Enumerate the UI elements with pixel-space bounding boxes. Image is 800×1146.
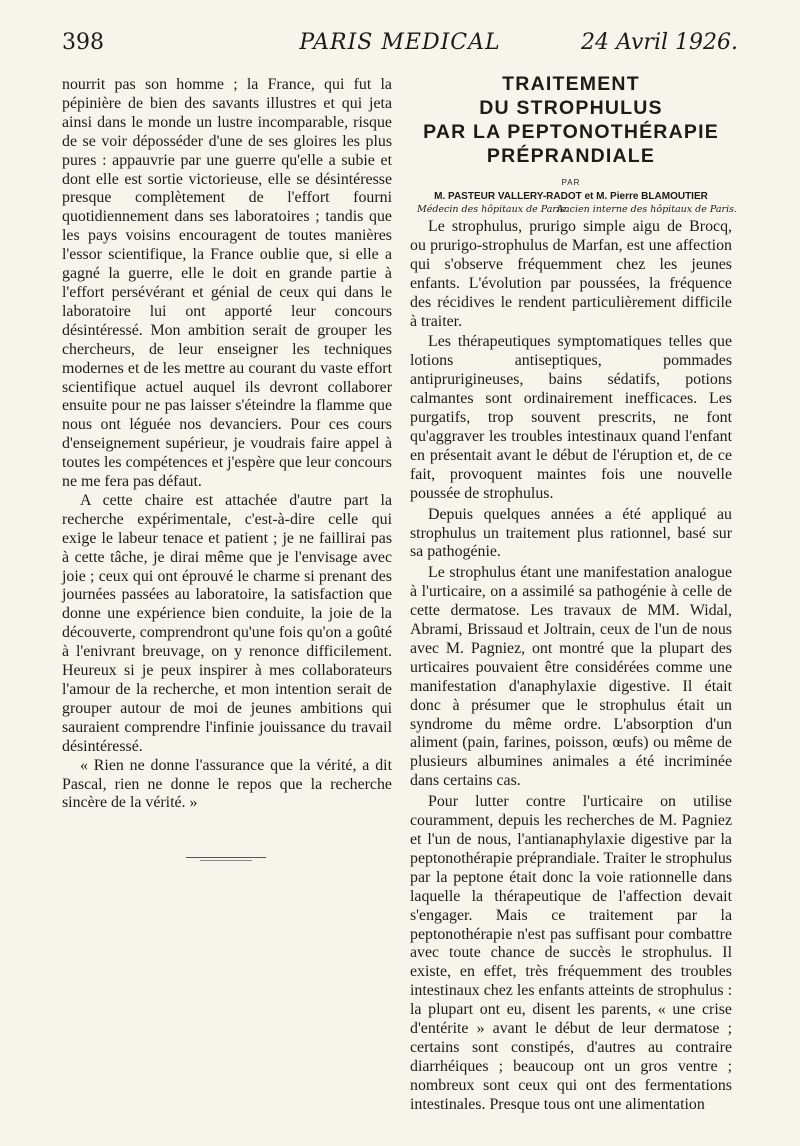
paragraph: Depuis quelques années a été appliqué au strophulus un traitement plus rationnel, basé sur sa pathogénie. bbox=[410, 505, 732, 561]
paragraph: Les thérapeutiques symptomatiques telles que lotions antiseptiques, pommades antiprurigineuses, bains sédatifs, potions calmantes sont ordinairement inefficaces. Les purgatifs, trop souvent prescrits, ne font qu'aggraver les troubles intestinaux quand l'enfant en présentait avant le début de l'éruption et, de ce fait, provoquent maintes fois une nouvelle poussée de strophulus. bbox=[410, 333, 732, 502]
paragraph: Le strophulus, prurigo simple aigu de Brocq, ou prurigo-strophulus de Marfan, est une affection qui s'observe fréquemment chez les jeunes enfants. L'évolution par poussées, la fréquence des récidives le rendent particulièrement difficile à traiter. bbox=[410, 218, 732, 330]
affiliation-second: Ancien interne des hôpitaux de Paris. bbox=[556, 204, 737, 215]
page-number: 398 bbox=[62, 30, 104, 55]
running-header bbox=[62, 30, 738, 70]
article-title-line: PAR LA PEPTONOTHÉRAPIE bbox=[423, 121, 719, 143]
paragraph: nourrit pas son homme ; la France, qui fut la pépinière de bien des savants illustres et qui jeta ainsi dans le monde un lustre incomparable, risque de se voir déposséder d'une de ses gloires les plus pures : appauvrie par une guerre qu'elle a subie et dont elle est sortie victorieuse, elle se désintéresse presque complètement de l'effort fourni quotidiennement dans ses laboratoires ; tandis que les pays voisins encouragent de toutes manières l'essor scientifique, la France oublie que, si elle a gagné la guerre, elle le doit en grande partie à l'effort persévérant et génial de ceux qui dans le laboratoire lui ont apporté leur concours désintéressé. Mon ambition serait de grouper les chercheurs, de leur enseigner les techniques modernes et de les mettre au courant du vaste effort scientifique actuel auquel ils devront collaborer ensuite pour ne pas laisser s'éteindre la flamme que nous ont léguée nos devanciers. Pour ces cours d'enseignement supérieur, je voudrais faire appel à toutes les compétences et j'espère que leur concours ne me fera pas défaut. bbox=[62, 76, 392, 491]
section-divider bbox=[186, 857, 266, 858]
article-title-line: PRÉPRANDIALE bbox=[486, 145, 656, 167]
right-column bbox=[410, 218, 732, 1117]
author-affiliations bbox=[405, 204, 737, 218]
byline-par: PAR bbox=[561, 178, 581, 187]
left-column bbox=[62, 76, 392, 813]
article-authors: M. PASTEUR VALLERY-RADOT et M. Pierre BLAMOUTIER bbox=[434, 191, 708, 202]
article-title-line: DU STROPHULUS bbox=[479, 97, 663, 119]
paragraph: A cette chaire est attachée d'autre part la recherche expérimentale, c'est-à-dire celle qui exige le labeur tenace et patient ; je ne faillirai pas à cette tâche, je dirai même que je l'envisage avec joie ; ceux qui ont éprouvé le charme si prenant des journées passées au laboratoire, la satisfaction que donne une expérience bien conduite, la joie de la découverte, comprendront qu'une fois qu'on a goûté à l'enivrant breuvage, on y renonce difficilement. Heureux si je peux inspirer à mes collaborateurs l'amour de la recherche, et mon intention serait de grouper autour de moi de jeunes ambitions qui sauraient comprendre l'infinie jouissance du travail désintéressé. bbox=[62, 491, 392, 755]
journal-title: PARIS MEDICAL bbox=[299, 30, 501, 55]
paragraph: Le strophulus étant une manifestation analogue à l'urticaire, on a assimilé sa pathogénie à celle de cette dermatose. Les travaux de MM. Widal, Abrami, Brissaud et Joltrain, ceux de l'un de nous avec M. Pagniez, ont montré que la plupart des urticaires pouvaient être considérées comme une manifestation d'anaphylaxie digestive. Il était donc à présumer que le strophulus était un syndrome du même ordre. L'absorption d'un aliment (pain, farines, poisson, œufs) ou même de plusieurs albumines animales a été incriminée dans certains cas. bbox=[410, 564, 732, 790]
paragraph: « Rien ne donne l'assurance que la vérité, a dit Pascal, rien ne donne le repos que la recherche sincère de la vérité. » bbox=[62, 756, 392, 812]
article-heading bbox=[405, 72, 737, 218]
paragraph: Pour lutter contre l'urticaire on utilise couramment, depuis les recherches de M. Pagniez et l'un de nous, l'antianaphylaxie digestive par la peptonothérapie préprandiale. Traiter le strophulus par la peptone était donc la voie rationnelle dans laquelle la thérapeutique de l'affection devait s'engager. Mais ce traitement par la peptonothérapie n'est pas suffisant pour combattre avec toute chance de succès le strophulus. Il existe, en effet, très fréquemment des troubles intestinaux chez les enfants atteints de strophulus : la plupart ont eu, disent les parents, « une crise d'entérite » avant le début de leur dermatose ; certains sont constipés, d'autres au contraire diarrhéiques ; beaucoup ont un gros ventre ; nombreux sont ceux qui ont des fermentations intestinales. Presque tous ont une alimentation bbox=[410, 793, 732, 1113]
section-divider bbox=[200, 860, 252, 861]
affiliation-first: Médecin des hôpitaux de Paris. bbox=[417, 204, 568, 215]
article-title-line: TRAITEMENT bbox=[502, 73, 640, 95]
issue-date: 24 Avril 1926. bbox=[581, 30, 738, 55]
